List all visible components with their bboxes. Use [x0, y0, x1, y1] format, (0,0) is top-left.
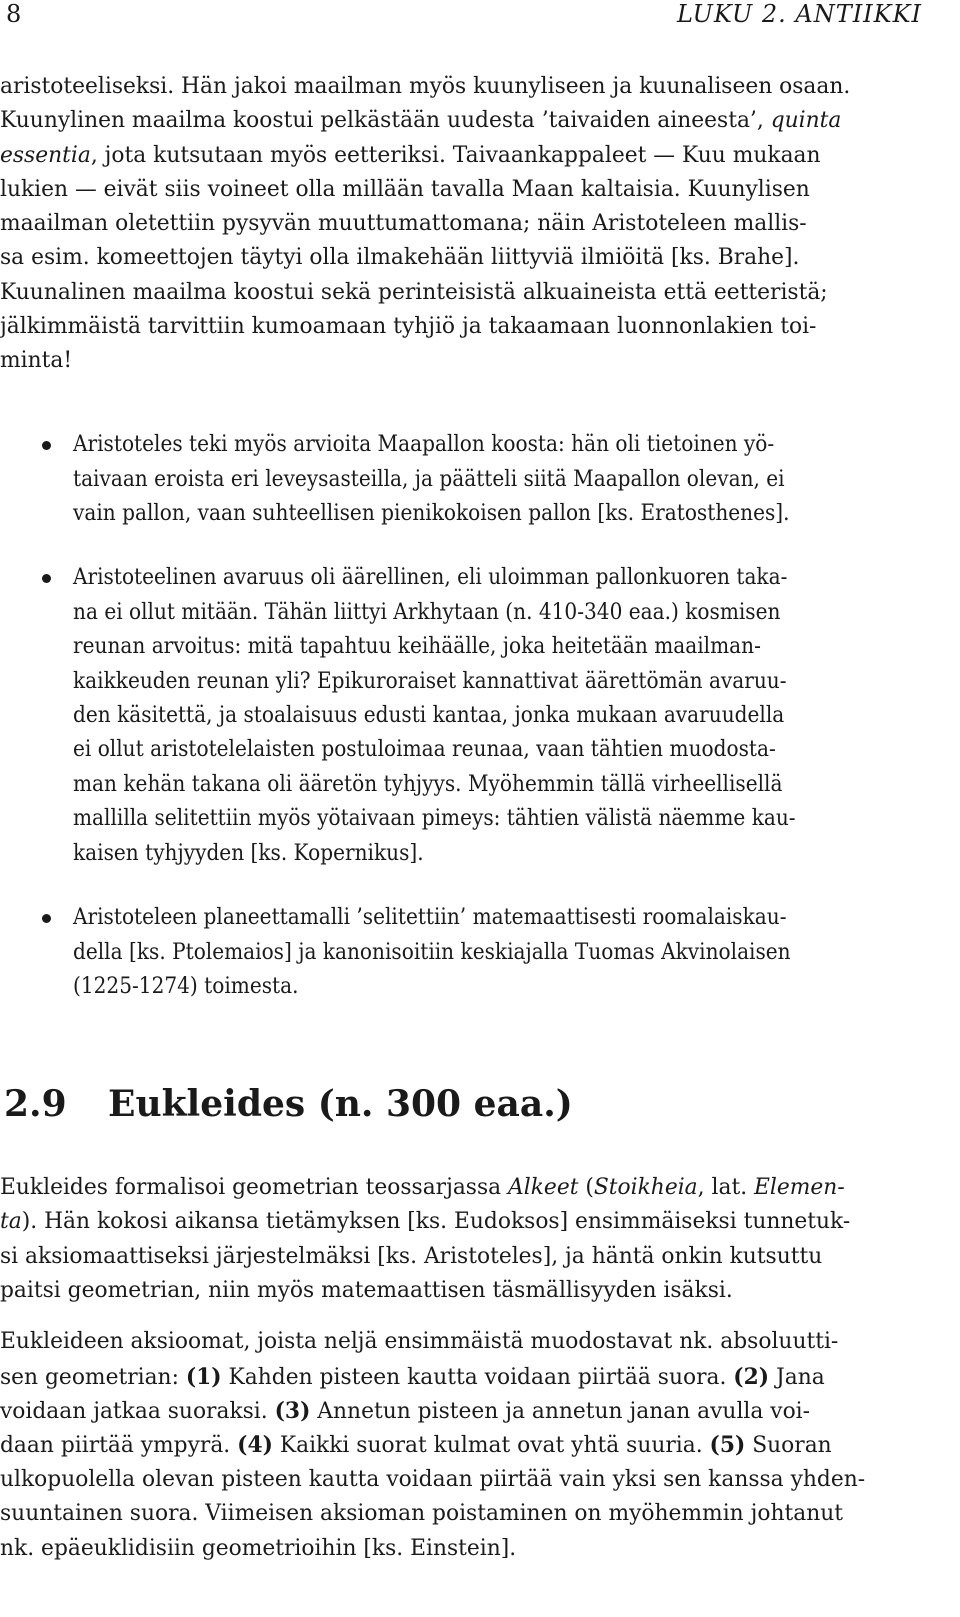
text-line: Kuunalinen maailma koostui sekä perinteisistä alkuaineista että eetteristä; — [0, 280, 828, 305]
text-line: voidaan jatkaa suoraksi. (3) Annetun pisteen ja annetun janan avulla voi- — [0, 1398, 811, 1424]
text-line: mallilla selitettiin myös yötaivaan pimeys: tähtien välistä näemme kau- — [73, 806, 796, 831]
text-line: sa esim. komeettojen täytyi olla ilmakehään liittyviä ilmiöitä [ks. Brahe]. — [0, 245, 800, 270]
text-line: si aksiomaattiseksi järjestelmäksi [ks. Aristoteles], ja häntä onkin kutsuttu — [0, 1244, 823, 1269]
text-line: vain pallon, vaan suhteellisen pienikokoisen pallon [ks. Eratosthenes]. — [73, 501, 790, 526]
text-line: paitsi geometrian, niin myös matemaattisen täsmällisyyden isäksi. — [0, 1278, 733, 1303]
text-line: sen geometrian: (1) Kahden pisteen kautta voidaan piirtää suora. (2) Jana — [0, 1364, 825, 1390]
text-line: daan piirtää ympyrä. (4) Kaikki suorat kulmat ovat yhtä suuria. (5) Suoran — [0, 1432, 832, 1458]
page-header — [0, 0, 960, 40]
bullet-dot-icon — [42, 574, 51, 583]
section-title: Eukleides (n. 300 eaa.) — [108, 1083, 573, 1125]
text-line: den käsitettä, ja stoalaisuus edusti kantaa, jonka mukaan avaruudella — [73, 703, 785, 728]
text-line: ei ollut aristotelelaisten postuloimaa reunaa, vaan tähtien muodosta- — [73, 737, 776, 762]
bullet-dot-icon — [42, 441, 51, 450]
text-line: aristoteeliseksi. Hän jakoi maailman myös kuunyliseen ja kuunaliseen osaan. — [0, 74, 851, 99]
text-line: Eukleides formalisoi geometrian teossarjassa Alkeet (Stoikheia, lat. Elemen- — [0, 1175, 845, 1200]
text-line: ulkopuolella olevan pisteen kautta voidaan piirtää vain yksi sen kanssa yhden- — [0, 1467, 866, 1492]
text-line: lukien — eivät siis voineet olla millään tavalla Maan kaltaisia. Kuunylisen — [0, 177, 810, 202]
text-line: minta! — [0, 348, 73, 373]
text-line: Aristoteelinen avaruus oli äärellinen, eli uloimman pallonkuoren taka- — [73, 565, 788, 590]
text-line: reunan arvoitus: mitä tapahtuu keihäälle, joka heitetään maailman- — [73, 634, 761, 659]
text-line: Kuunylinen maailma koostui pelkästään uudesta ’taivaiden aineesta’, quinta — [0, 108, 842, 133]
text-line: jälkimmäistä tarvittiin kumoamaan tyhjiö ja takaamaan luonnonlakien toi- — [0, 314, 817, 339]
bullet-dot-icon — [42, 914, 51, 923]
section-number: 2.9 — [4, 1083, 67, 1125]
text-line: (1225-1274) toimesta. — [73, 974, 299, 999]
text-line: man kehän takana oli ääretön tyhjyys. Myöhemmin tällä virheellisellä — [73, 772, 783, 797]
text-line: suuntainen suora. Viimeisen aksioman poistaminen on myöhemmin johtanut — [0, 1501, 844, 1526]
text-line: Eukleideen aksioomat, joista neljä ensimmäistä muodostavat nk. absoluutti- — [0, 1329, 839, 1354]
text-line: taivaan eroista eri leveysasteilla, ja päätteli siitä Maapallon olevan, ei — [73, 467, 785, 492]
text-line: essentia, jota kutsutaan myös eetteriksi. Taivaankappaleet — Kuu mukaan — [0, 143, 821, 168]
text-line: della [ks. Ptolemaios] ja kanonisoitiin keskiajalla Tuomas Akvinolaisen — [73, 940, 791, 965]
text-line: maailman oletettiin pysyvän muuttumattomana; näin Aristoteleen mallis- — [0, 211, 807, 236]
text-line: na ei ollut mitään. Tähän liittyi Arkhytaan (n. 410-340 eaa.) kosmisen — [73, 600, 781, 625]
text-line: kaikkeuden reunan yli? Epikuroraiset kannattivat äärettömän avaruu- — [73, 669, 787, 694]
text-line: ta). Hän kokosi aikansa tietämyksen [ks. Eudoksos] ensimmäiseksi tunnetuk- — [0, 1209, 851, 1234]
text-line: nk. epäeuklidisiin geometrioihin [ks. Einstein]. — [0, 1536, 517, 1561]
text-line: Aristoteles teki myös arvioita Maapallon koosta: hän oli tietoinen yö- — [73, 432, 775, 457]
text-line: Aristoteleen planeettamalli ’selitettiin’ matemaattisesti roomalaiskau- — [73, 905, 787, 930]
text-line: kaisen tyhjyyden [ks. Kopernikus]. — [73, 841, 424, 866]
running-head: LUKU 2. ANTIIKKI — [677, 0, 922, 28]
page-number: 8 — [6, 0, 22, 28]
